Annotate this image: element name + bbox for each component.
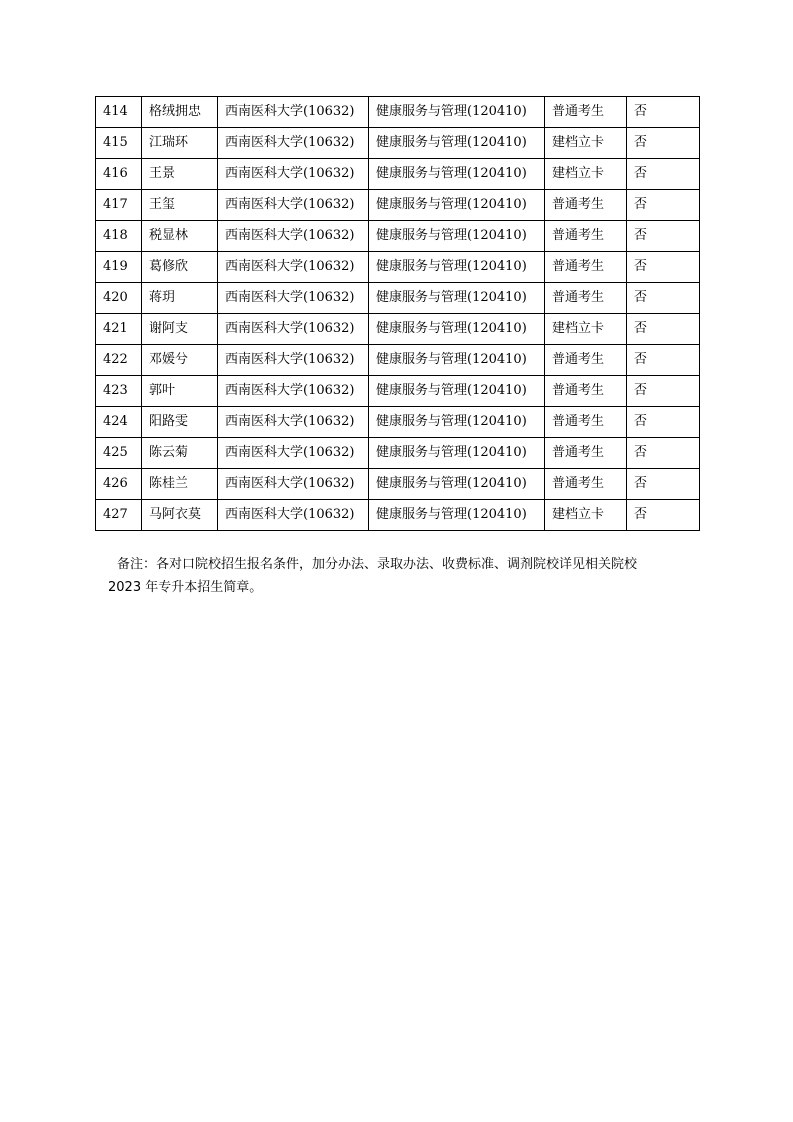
cell-school: 西南医科大学(10632) [218,314,369,345]
table-row [96,469,700,500]
cell-number: 425 [96,438,142,469]
cell-school: 西南医科大学(10632) [218,469,369,500]
remarks-line-1: 备注：各对口院校招生报名条件，加分办法、录取办法、收费标准、调剂院校详见相关院校 [117,557,638,572]
cell-school: 西南医科大学(10632) [218,221,369,252]
cell-number: 419 [96,252,142,283]
table-row [96,190,700,221]
cell-candidate-type: 建档立卡 [545,500,627,531]
cell-candidate-type: 普通考生 [545,407,627,438]
cell-candidate-type: 普通考生 [545,221,627,252]
table-row [96,376,700,407]
cell-candidate-type: 建档立卡 [545,128,627,159]
table-row [96,407,700,438]
cell-flag: 否 [627,252,700,283]
cell-major: 健康服务与管理(120410) [369,500,545,531]
cell-major: 健康服务与管理(120410) [369,159,545,190]
table-row [96,252,700,283]
cell-flag: 否 [627,128,700,159]
cell-flag: 否 [627,376,700,407]
cell-name: 蒋玥 [142,283,218,314]
cell-school: 西南医科大学(10632) [218,190,369,221]
cell-candidate-type: 普通考生 [545,190,627,221]
cell-number: 416 [96,159,142,190]
cell-candidate-type: 普通考生 [545,252,627,283]
cell-name: 谢阿支 [142,314,218,345]
cell-number: 424 [96,407,142,438]
admission-table-body [96,97,700,531]
table-row [96,128,700,159]
cell-candidate-type: 普通考生 [545,469,627,500]
cell-candidate-type: 普通考生 [545,283,627,314]
cell-flag: 否 [627,438,700,469]
cell-flag: 否 [627,159,700,190]
table-row [96,438,700,469]
cell-major: 健康服务与管理(120410) [369,345,545,376]
cell-school: 西南医科大学(10632) [218,97,369,128]
table-row [96,345,700,376]
cell-name: 阳路雯 [142,407,218,438]
cell-school: 西南医科大学(10632) [218,159,369,190]
cell-number: 414 [96,97,142,128]
cell-flag: 否 [627,407,700,438]
table-row [96,283,700,314]
cell-number: 423 [96,376,142,407]
cell-name: 税显林 [142,221,218,252]
cell-flag: 否 [627,283,700,314]
cell-flag: 否 [627,345,700,376]
table-row [96,221,700,252]
table-row [96,97,700,128]
cell-school: 西南医科大学(10632) [218,438,369,469]
cell-major: 健康服务与管理(120410) [369,376,545,407]
cell-flag: 否 [627,221,700,252]
cell-name: 格绒拥忠 [142,97,218,128]
cell-candidate-type: 普通考生 [545,376,627,407]
cell-name: 郭叶 [142,376,218,407]
cell-name: 王景 [142,159,218,190]
cell-name: 江瑞环 [142,128,218,159]
cell-number: 426 [96,469,142,500]
cell-number: 421 [96,314,142,345]
cell-school: 西南医科大学(10632) [218,252,369,283]
table-row [96,314,700,345]
cell-number: 422 [96,345,142,376]
cell-school: 西南医科大学(10632) [218,283,369,314]
cell-name: 马阿衣莫 [142,500,218,531]
cell-major: 健康服务与管理(120410) [369,221,545,252]
cell-name: 葛修欣 [142,252,218,283]
cell-candidate-type: 普通考生 [545,345,627,376]
cell-flag: 否 [627,469,700,500]
cell-name: 陈桂兰 [142,469,218,500]
cell-candidate-type: 建档立卡 [545,159,627,190]
cell-number: 418 [96,221,142,252]
cell-name: 邓媛兮 [142,345,218,376]
cell-major: 健康服务与管理(120410) [369,128,545,159]
cell-number: 420 [96,283,142,314]
cell-name: 王玺 [142,190,218,221]
cell-flag: 否 [627,190,700,221]
cell-flag: 否 [627,97,700,128]
cell-name: 陈云菊 [142,438,218,469]
cell-major: 健康服务与管理(120410) [369,314,545,345]
cell-candidate-type: 普通考生 [545,438,627,469]
cell-number: 427 [96,500,142,531]
cell-school: 西南医科大学(10632) [218,407,369,438]
cell-major: 健康服务与管理(120410) [369,97,545,128]
table-row [96,159,700,190]
cell-school: 西南医科大学(10632) [218,376,369,407]
cell-school: 西南医科大学(10632) [218,128,369,159]
cell-number: 417 [96,190,142,221]
cell-school: 西南医科大学(10632) [218,500,369,531]
admission-table [95,96,700,531]
cell-flag: 否 [627,500,700,531]
cell-major: 健康服务与管理(120410) [369,469,545,500]
cell-major: 健康服务与管理(120410) [369,283,545,314]
table-row [96,500,700,531]
cell-school: 西南医科大学(10632) [218,345,369,376]
cell-major: 健康服务与管理(120410) [369,407,545,438]
cell-major: 健康服务与管理(120410) [369,438,545,469]
remarks-line-2: 2023 年专升本招生简章。 [108,580,263,595]
cell-major: 健康服务与管理(120410) [369,252,545,283]
cell-flag: 否 [627,314,700,345]
cell-candidate-type: 建档立卡 [545,314,627,345]
remarks-note [108,553,707,599]
cell-major: 健康服务与管理(120410) [369,190,545,221]
cell-candidate-type: 普通考生 [545,97,627,128]
cell-number: 415 [96,128,142,159]
